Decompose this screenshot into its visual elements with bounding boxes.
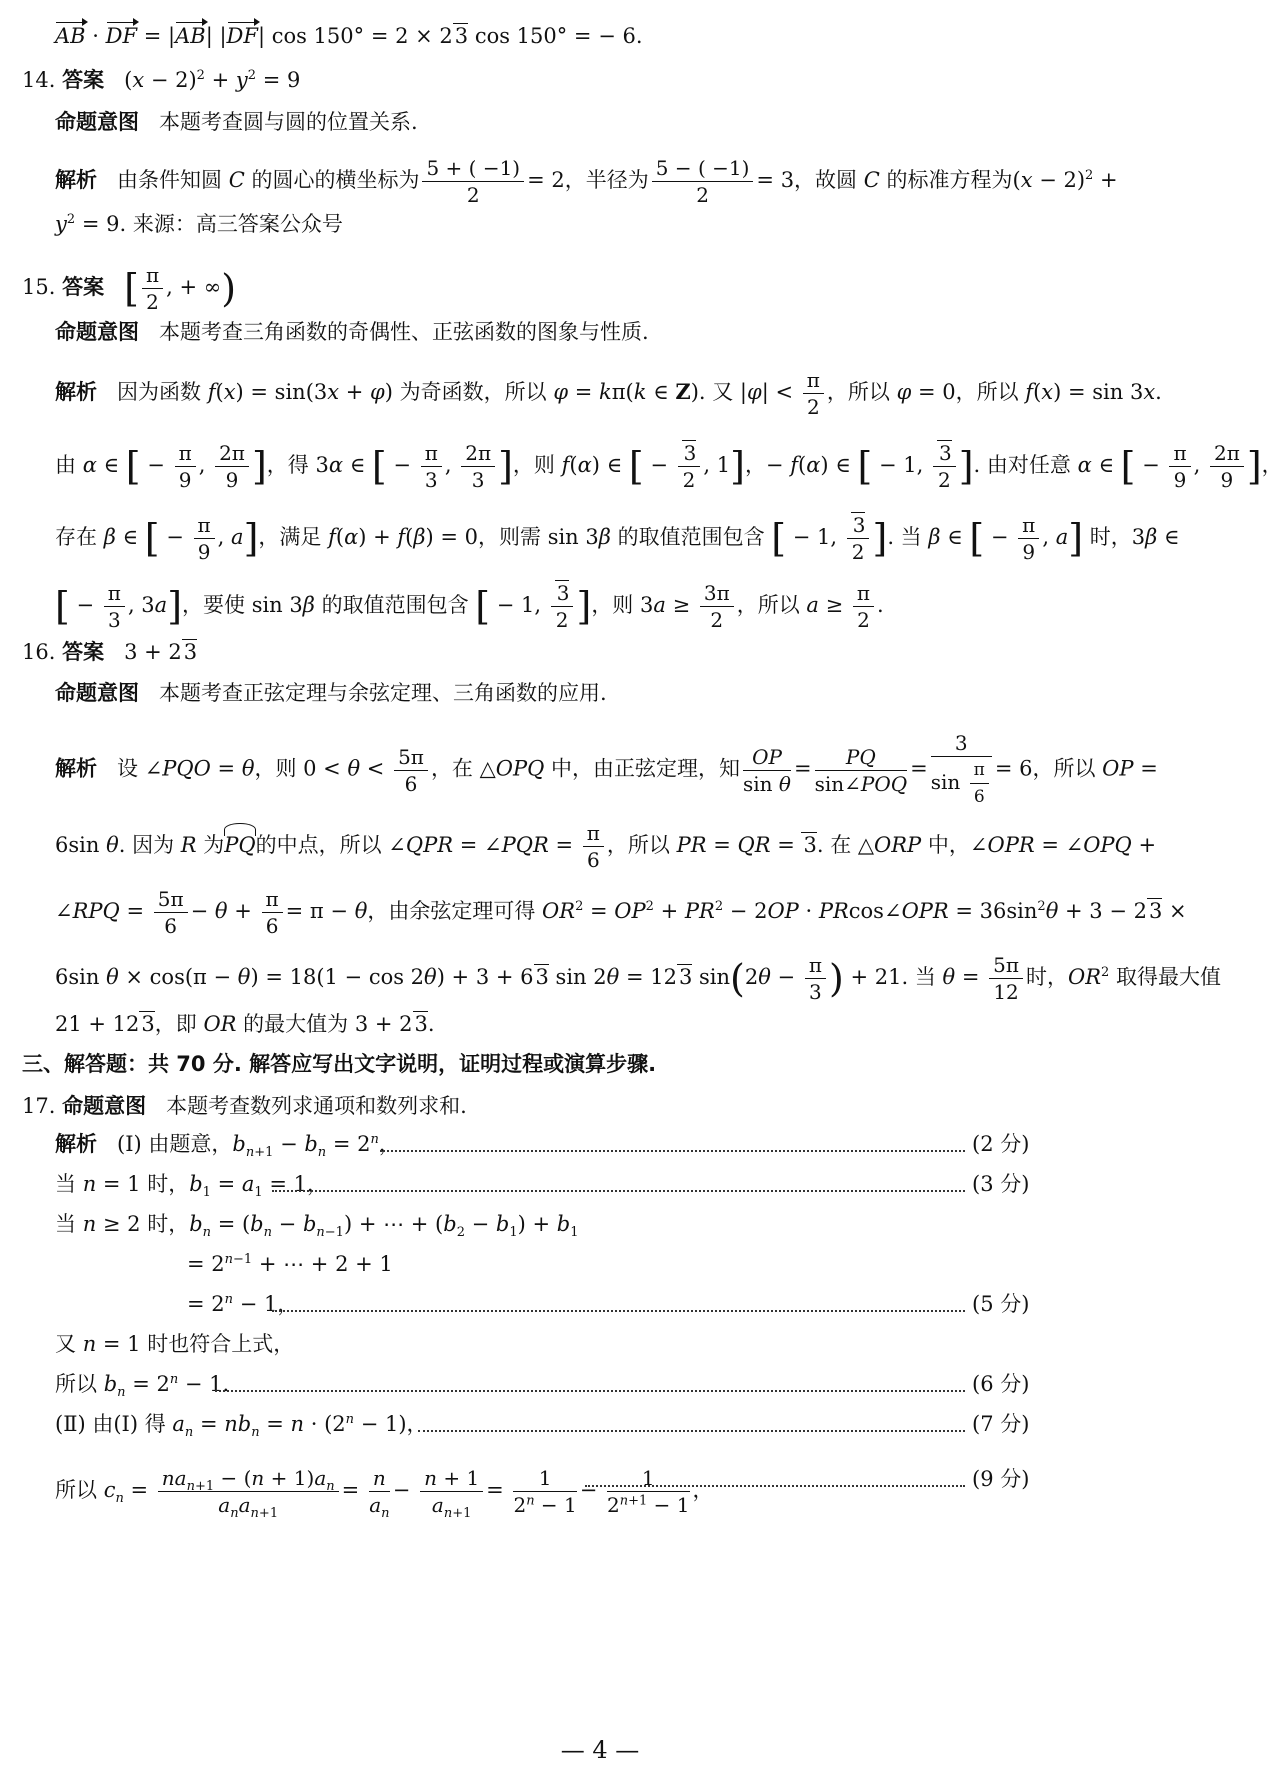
q16-analysis-line1: 解析 设 ∠PQO = θ，则 0 < θ < $\frac{5\pi}{6}$ ，在 △OPQ 中，由正弦定理，知 $\frac{OP}{\text{sin θ}}$ = $\frac{PQ}{\text{sin∠POQ}}$ = 3 sin $\frac{\pi}{6}$ = 6，所以 OP = — [55, 731, 1158, 807]
leader-dots — [215, 1390, 965, 1392]
q16-answer-line: 16. 答案 3 + 23 — [22, 640, 198, 664]
q17-line3: 当 n ≥ 2 时，$b_n = (b_n - b_{n-1})$ + ⋯ + $(b_2 - b_1) + b_1$ — [55, 1212, 579, 1241]
page-number: — 4 — — [560, 1736, 640, 1764]
score-label: (3 分) — [972, 1172, 1030, 1196]
q16-analysis-line4: 6sin θ × cos(π − θ) = 18(1 − cos 2θ) + 3 + 63 sin 2θ = 123 sin(2θ − $\frac{\pi}{3}$ ) + 21. 当 θ = $\frac{5\pi}{12}$ 时，$OR^2$ 取得最大值 — [55, 953, 1221, 1004]
q15-analysis-line4: [ − $\frac{\pi}{3}$ , 3a]，要使 sin 3β 的取值范围包含 [ − 1, $\frac{3}{2}$ ]，则 3a ≥ $\frac{3\pi}{2}$ ，所以 a ≥ $\frac{\pi}{2}$ . — [55, 581, 884, 632]
q15-intent: 命题意图 本题考查三角函数的奇偶性、正弦函数的图象与性质. — [55, 320, 649, 344]
q15-analysis-line3: 存在 β ∈ [ − $\frac{\pi}{9}$ , a]，满足 f(α) + f(β) = 0，则需 sin 3β 的取值范围包含 [ − 1, $\frac{3}{2}$ ]. 当 β ∈ [ − $\frac{\pi}{9}$ , a] 时，3β ∈ — [55, 513, 1180, 564]
leader-dots — [272, 1190, 965, 1192]
score-label: (9 分) — [972, 1467, 1030, 1491]
score-label: (2 分) — [972, 1132, 1030, 1156]
section-3-heading: 三、解答题：共 70 分. 解答应写出文字说明，证明过程或演算步骤. — [22, 1052, 657, 1076]
q17-line1: 解析 (Ⅰ) 由题意，$b_{n+1} - b_n = 2^n$， — [55, 1132, 400, 1161]
q16-intent: 命题意图 本题考查正弦定理与余弦定理、三角函数的应用. — [55, 681, 607, 705]
dot-product-line: AB · DF = |AB| |DF| cos 150° = 2 × 23 cos 150° = − 6. — [55, 24, 643, 48]
q14-analysis-line1: 解析 由条件知圆 C 的圆心的横坐标为 $\frac{5 + ( -1)}{2}$ = 2，半径为 $\frac{5 - ( -1)}{2}$ = 3，故圆 C 的标准方程为$(x - 2)^2$ + — [55, 156, 1118, 207]
q17-intent: 17. 命题意图 本题考查数列求通项和数列求和. — [22, 1094, 467, 1118]
q16-analysis-line5: 21 + 123，即 OR 的最大值为 3 + 23. — [55, 1012, 435, 1036]
q17-line9: 所以 $c_n$ = $\frac{na_{n+1} - (n + 1)a_n}{a_na_{n+1}}$ = $\frac{n}{a_n}$ − $\frac{n + 1}{a_{n+1}}$ = $\frac{1}{2^n - 1}$ − $\frac{1}{2^{n+1} - 1}$ ， — [55, 1466, 714, 1521]
leader-dots — [585, 1485, 965, 1487]
score-label: (5 分) — [972, 1292, 1030, 1316]
q17-line5: = $2^n - 1$， — [187, 1292, 299, 1316]
q15-analysis-line1: 解析 因为函数 f(x) = sin(3x + φ) 为奇函数，所以 φ = kπ(k ∈ Z). 又 |φ| < $\frac{\pi}{2}$ ，所以 φ = 0，所以 f(x) = sin 3x. — [55, 368, 1162, 419]
score-label: (7 分) — [972, 1412, 1030, 1436]
q16-analysis-line2: 6sin θ. 因为 R 为PQ的中点，所以 ∠QPR = ∠PQR = $\frac{\pi}{6}$ ，所以 PR = QR = 3. 在 △ORP 中，∠OPR = ∠OPQ + — [55, 821, 1157, 872]
q17-line2: 当 n = 1 时，$b_1 = a_1 = 1$， — [55, 1172, 329, 1201]
q14-intent: 命题意图 本题考查圆与圆的位置关系. — [55, 110, 418, 134]
q17-line8: (Ⅱ) 由(Ⅰ) 得 $a_n = nb_n = n \cdot (2^n - 1)$， — [55, 1412, 428, 1441]
q17-line6: 又 n = 1 时也符合上式， — [55, 1332, 295, 1356]
q15-analysis-line2: 由 α ∈ [ − $\frac{\pi}{9}$ , $\frac{2\pi}{9}$ ]，得 3α ∈ [ − $\frac{\pi}{3}$ , $\frac{2\pi}{3}$ ]，则 f(α) ∈ [ − $\frac{3}{2}$ , 1]，− f(α) ∈ [ − 1, $\frac{3}{2}$ ]. 由对任意 α ∈ [ − $\frac{\pi}{9}$ , $\frac{2\pi}{9}$ ]， — [55, 441, 1283, 492]
leader-dots — [272, 1310, 965, 1312]
q16-analysis-line3: ∠RPQ = $\frac{5\pi}{6}$ − θ + $\frac{\pi}{6}$ = π − θ，由余弦定理可得 $OR^2 = OP^2 + PR^2 - 2OP$ · PRcos∠OPR = $36\sin^2\theta + 3 - 23$ × — [55, 887, 1187, 938]
score-label: (6 分) — [972, 1372, 1030, 1396]
q14-answer-line: 14. 答案 $(x - 2)^2 + y^2 = 9$ — [22, 68, 301, 92]
leader-dots — [418, 1430, 965, 1432]
q17-line4: = $2^{n-1}$ + ⋯ + 2 + 1 — [187, 1252, 393, 1276]
q15-answer-line: 15. 答案 [ $\frac{\pi}{2}$ , + ∞) — [22, 263, 237, 314]
leader-dots — [380, 1150, 965, 1152]
q17-line7: 所以 $b_n = 2^n - 1$. — [55, 1372, 230, 1401]
q14-analysis-line2: $y^2 = 9$. 来源：高三答案公众号 — [55, 212, 343, 236]
